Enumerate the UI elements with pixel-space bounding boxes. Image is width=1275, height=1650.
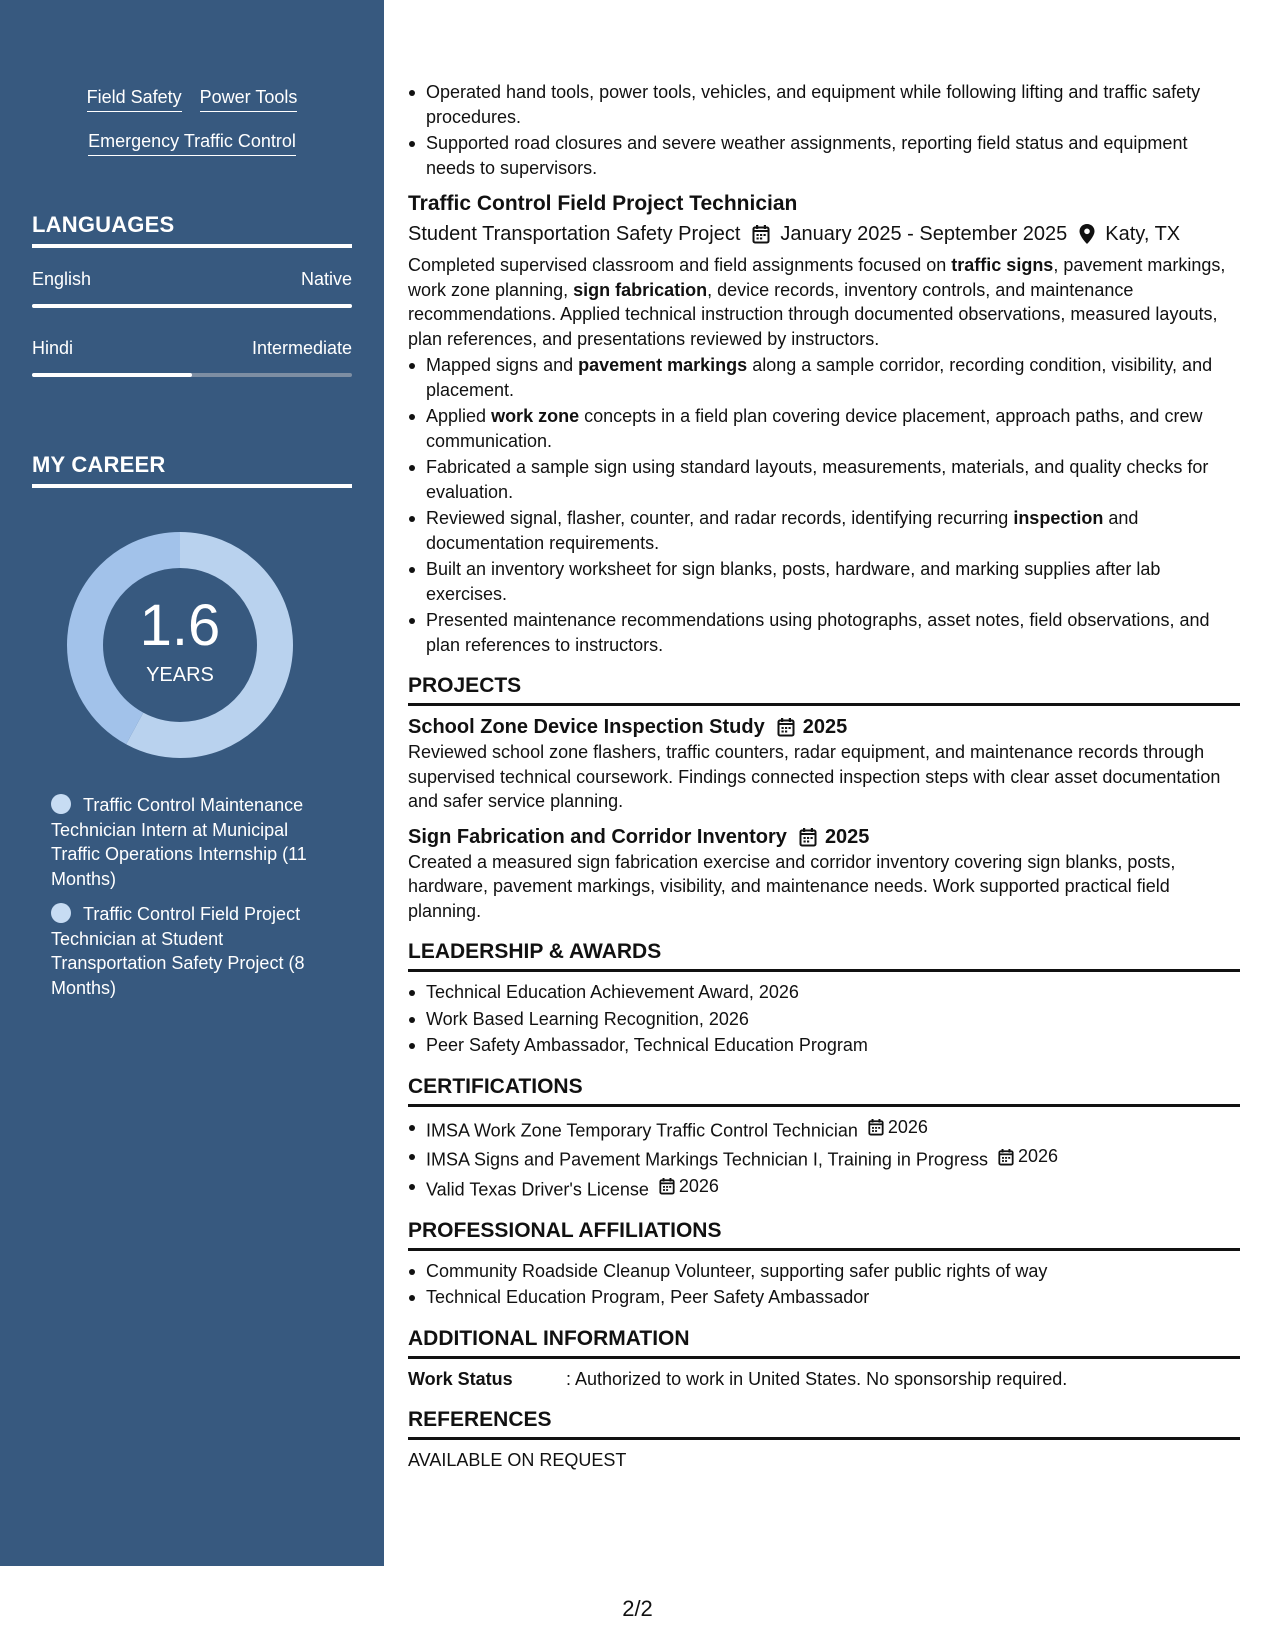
projects-heading: PROJECTS bbox=[408, 673, 1240, 706]
job-meta bbox=[408, 221, 1240, 247]
project-description: Reviewed school zone flashers, traffic counters, radar equipment, and maintenance records through supervised technical coursework. Findings connected inspection steps with clear asset documentation and safer service planning. bbox=[408, 742, 1221, 811]
language-bar bbox=[32, 304, 352, 308]
skill-tag: Field Safety bbox=[87, 86, 182, 112]
main-content bbox=[408, 80, 1240, 1473]
list-item: Operated hand tools, power tools, vehicles, and equipment while following lifting and traffic safety procedures. bbox=[408, 80, 1240, 129]
calendar-icon bbox=[659, 1177, 675, 1195]
references-heading: REFERENCES bbox=[408, 1407, 1240, 1440]
calendar-icon bbox=[752, 224, 770, 244]
affiliations-list bbox=[408, 1259, 1240, 1310]
job-summary: Completed supervised classroom and field assignments focused on traffic signs, pavement markings, work zone planning, sign fabrication, device records, inventory controls, and maintenance recommendations. Applied technical instruction through documented observations, measured layouts, plan references, and presentations reviewed by instructors. bbox=[408, 255, 1226, 349]
job-company: Student Transportation Safety Project bbox=[408, 223, 741, 245]
project-title: School Zone Device Inspection Study 2025 bbox=[408, 716, 848, 738]
experience-continued-list bbox=[408, 80, 1240, 180]
legend-dot-icon bbox=[51, 794, 71, 814]
job-title: Traffic Control Field Project Technician bbox=[408, 192, 798, 215]
work-status-label: Work Status bbox=[408, 1368, 513, 1389]
work-status-row bbox=[408, 1367, 1240, 1392]
sidebar bbox=[0, 0, 384, 1566]
additional-info-heading: ADDITIONAL INFORMATION bbox=[408, 1326, 1240, 1359]
language-level: Intermediate bbox=[251, 338, 352, 358]
language-bar bbox=[32, 373, 352, 377]
awards-heading: LEADERSHIP & AWARDS bbox=[408, 939, 1240, 972]
career-legend-item bbox=[51, 793, 331, 891]
skill-tag: Power Tools bbox=[200, 86, 298, 112]
career-legend-text: Traffic Control Field Project Technician at Student Transportation Safety Project (8 Months) bbox=[51, 904, 305, 998]
legend-dot-icon bbox=[51, 903, 71, 923]
job-bullets bbox=[408, 353, 1240, 657]
certifications-heading: CERTIFICATIONS bbox=[408, 1074, 1240, 1107]
awards-list bbox=[408, 980, 1240, 1058]
list-item: IMSA Signs and Pavement Markings Technician I, Training in Progress 2026 bbox=[408, 1144, 1240, 1172]
career-unit: YEARS bbox=[146, 664, 214, 686]
job-location: Katy, TX bbox=[1105, 223, 1181, 245]
career-total: 1.6 bbox=[139, 593, 221, 658]
project-year: 2025 bbox=[802, 716, 848, 738]
list-item: Presented maintenance recommendations using photographs, asset notes, field observations, and plan references to instructors. bbox=[408, 608, 1240, 657]
list-item: Applied work zone concepts in a field plan covering device placement, approach paths, and crew communication. bbox=[408, 404, 1240, 453]
project-year: 2025 bbox=[824, 825, 870, 848]
skill-tag: Emergency Traffic Control bbox=[88, 130, 296, 156]
list-item: Supported road closures and severe weather assignments, reporting field status and equipment needs to supervisors. bbox=[408, 131, 1240, 180]
calendar-icon bbox=[777, 717, 795, 737]
list-item: IMSA Work Zone Temporary Traffic Control Technician 2026 bbox=[408, 1115, 1240, 1143]
list-item: Valid Texas Driver's License 2026 bbox=[408, 1174, 1240, 1202]
skills-list bbox=[32, 86, 352, 174]
career-legend bbox=[51, 793, 331, 1011]
list-item: Technical Education Program, Peer Safety Ambassador bbox=[408, 1285, 1240, 1310]
project-title: Sign Fabrication and Corridor Inventory 2025 bbox=[408, 825, 870, 848]
career-heading: MY CAREER bbox=[32, 452, 352, 488]
list-item: Mapped signs and pavement markings along a sample corridor, recording condition, visibility, and placement. bbox=[408, 353, 1240, 402]
work-status-value: : Authorized to work in United States. No sponsorship required. bbox=[566, 1368, 1068, 1389]
calendar-icon bbox=[868, 1118, 884, 1136]
language-bar-fill bbox=[32, 304, 352, 308]
career-legend-item bbox=[51, 902, 331, 1000]
list-item: Community Roadside Cleanup Volunteer, supporting safer public rights of way bbox=[408, 1259, 1240, 1284]
job-dates: January 2025 - September 2025 bbox=[780, 223, 1068, 245]
list-item: Fabricated a sample sign using standard layouts, measurements, materials, and quality checks for evaluation. bbox=[408, 455, 1240, 504]
language-name: Hindi bbox=[32, 338, 74, 358]
list-item: Reviewed signal, flasher, counter, and radar records, identifying recurring inspection and documentation requirements. bbox=[408, 506, 1240, 555]
language-level: Native bbox=[300, 269, 352, 289]
project-description: Created a measured sign fabrication exercise and corridor inventory covering sign blanks, posts, hardware, pavement markings, visibility, and maintenance needs. Work supported practical field planning. bbox=[408, 851, 1176, 921]
location-pin-icon bbox=[1079, 224, 1095, 244]
references-text: AVAILABLE ON REQUEST bbox=[408, 1450, 627, 1471]
calendar-icon bbox=[998, 1148, 1014, 1166]
affiliations-heading: PROFESSIONAL AFFILIATIONS bbox=[408, 1218, 1240, 1251]
language-name: English bbox=[32, 269, 92, 289]
language-bar-fill bbox=[32, 373, 192, 377]
languages-heading: LANGUAGES bbox=[32, 212, 352, 248]
list-item: Technical Education Achievement Award, 2026 bbox=[408, 980, 1240, 1005]
page-number: 2/2 bbox=[622, 1596, 653, 1621]
list-item: Work Based Learning Recognition, 2026 bbox=[408, 1007, 1240, 1032]
certifications-list bbox=[408, 1115, 1240, 1202]
career-legend-text: Traffic Control Maintenance Technician Intern at Municipal Traffic Operations Internship (11 Months) bbox=[51, 795, 307, 889]
list-item: Peer Safety Ambassador, Technical Education Program bbox=[408, 1033, 1240, 1058]
language-item bbox=[32, 268, 352, 308]
career-donut-chart bbox=[67, 532, 293, 758]
calendar-icon bbox=[799, 827, 817, 847]
list-item: Built an inventory worksheet for sign blanks, posts, hardware, and marking supplies after lab exercises. bbox=[408, 557, 1240, 606]
language-item bbox=[32, 337, 352, 377]
